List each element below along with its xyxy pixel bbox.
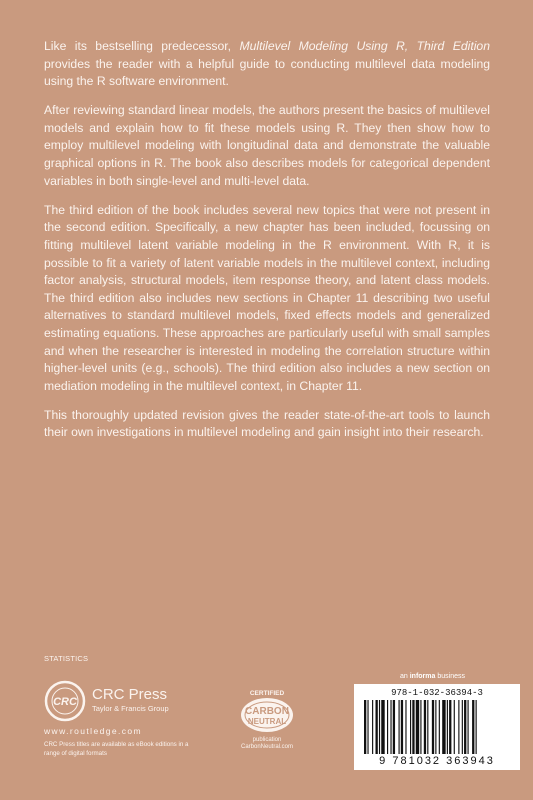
barcode-bar	[439, 700, 440, 754]
barcode-bar	[442, 700, 445, 754]
informa-business-tag: an informa business	[400, 673, 465, 680]
barcode-bar	[464, 700, 466, 754]
barcode-bar	[416, 700, 419, 754]
blurb-paragraph-3: The third edition of the book includes several new topics that were not present in the second edition. Specifically, a new chapter has been included, focussing on fitting multilevel latent variable modeling in the R environment. With R, it is possible to fit a variety of latent variable models in the multilevel context, including factor analysis, structural models, item response theory, and latent class models. The third edition also includes new sections in Chapter 11 describing two useful alternatives to standard multilevel models, fixed effects models and generalized estimating equations. These approaches are particularly useful with small samples and when the researcher is interested in modeling the correlation structure within higher-level units (e.g., schools). The third edition also includes a new section on mediation modeling in the multilevel context, in Chapter 11.	[44, 202, 490, 393]
barcode-bar	[432, 700, 434, 754]
carbon-word: CARBON	[245, 706, 289, 717]
barcode-bar	[435, 700, 436, 754]
barcode-bar	[449, 700, 451, 754]
blurb-paragraph-4: This thoroughly updated revision gives the reader state-of-the-art tools to launch their own investigations in multilevel modeling and gain insight into their research.	[44, 407, 490, 440]
carbon-site: CarbonNeutral.com	[240, 744, 294, 750]
subject-category: STATISTICS	[44, 654, 89, 663]
barcode-bar	[393, 700, 395, 754]
barcode-bar	[410, 700, 411, 754]
isbn-label: 978-1-032-36394-3	[391, 688, 483, 698]
barcode-bar	[405, 700, 406, 754]
barcode-digits: 9 781032 363943	[379, 755, 495, 767]
carbon-publication-text: publication CarbonNeutral.com	[232, 737, 302, 751]
barcode-bar	[472, 700, 474, 754]
barcode-bar	[376, 700, 378, 754]
barcode-bar	[379, 700, 380, 754]
neutral-word: NEUTRAL	[247, 717, 287, 726]
barcode-bar	[381, 700, 384, 754]
barcode-bar	[468, 700, 469, 754]
barcode-bar	[454, 700, 455, 754]
barcode-bar	[364, 700, 366, 754]
barcode-bar	[424, 700, 426, 754]
blurb-paragraph-1: Like its bestselling predecessor, Multilevel Modeling Using R, Third Edition provides the reader with a helpful guide to conducting multilevel data modeling using the R software environment.	[44, 39, 490, 89]
barcode-bar	[387, 700, 388, 754]
barcode-bar	[476, 700, 477, 754]
barcode-bar	[458, 700, 459, 754]
book-title: Multilevel Modeling Using R, Third Edition	[239, 39, 490, 53]
barcode-bar	[420, 700, 421, 754]
barcode-bar	[399, 700, 400, 754]
barcode-bar	[427, 700, 428, 754]
ebook-note: CRC Press titles are available as eBook editions in a range of digital formats	[44, 741, 189, 757]
carbon-certified-text: CERTIFIED	[249, 690, 285, 697]
publisher-website: www.routledge.com	[44, 726, 142, 736]
isbn-barcode	[354, 684, 520, 770]
barcode-bar	[390, 700, 391, 754]
crc-logo-text: CRC	[53, 696, 77, 708]
back-cover-blurb	[44, 38, 490, 453]
publisher-name: CRC Press	[92, 686, 168, 703]
carbon-neutral-badge	[232, 685, 302, 760]
barcode-bar	[372, 700, 373, 754]
crc-press-logo	[44, 680, 86, 722]
barcode-bar	[462, 700, 463, 754]
barcode-bar	[367, 700, 368, 754]
carbon-neutral-logo	[232, 685, 302, 737]
barcode-bar	[401, 700, 403, 754]
publisher-group: Taylor & Francis Group	[92, 704, 169, 713]
blurb-paragraph-2: After reviewing standard linear models, the authors present the basics of multilevel models and explain how to fit these models using R. They then show how to employ multilevel modeling with longitudinal data and demonstrate the valuable graphical options in R. The book also describes models for categorical dependent variables in both single-level and multi-level data.	[44, 103, 490, 188]
barcode-bars	[364, 700, 510, 754]
barcode-bar	[447, 700, 448, 754]
barcode-bar	[412, 700, 414, 754]
